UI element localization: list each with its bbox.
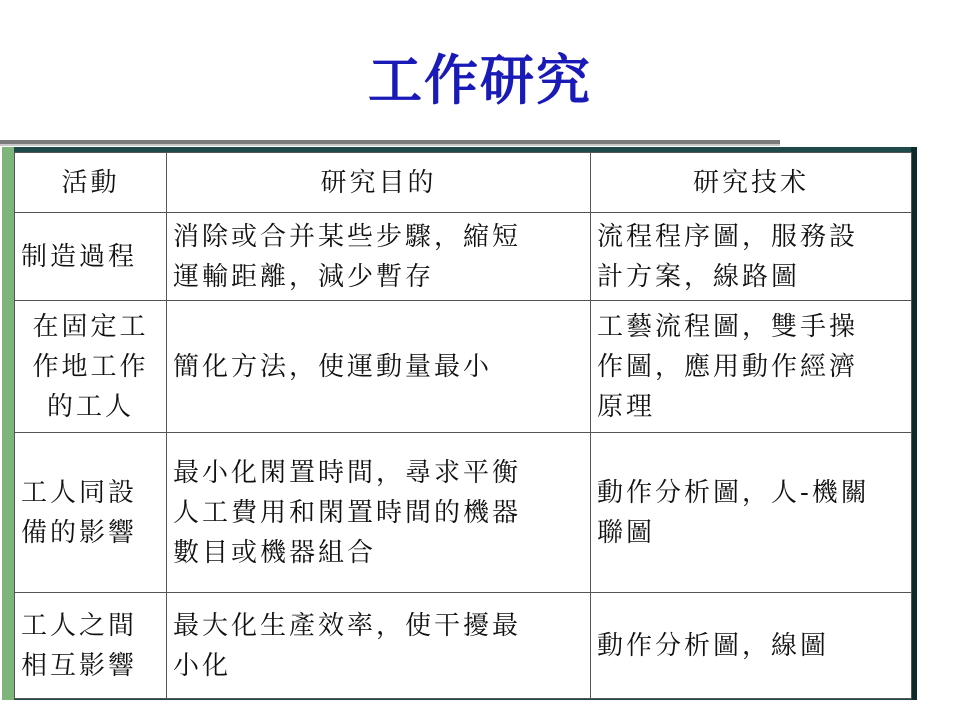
activity-cell <box>15 433 167 593</box>
activity-text: 制造過程 <box>21 241 138 272</box>
purpose-cell <box>167 433 591 593</box>
technique-text: 流程程序圖，服務設 計方案，線路圖 <box>597 221 859 292</box>
table-frame-accent <box>2 147 14 700</box>
technique-text: 工藝流程圖，雙手操 作圖，應用動作經濟 原理 <box>597 311 859 422</box>
purpose-text: 最小化閑置時間，尋求平衡 人工費用和閑置時間的機器 數目或機器組合 <box>173 457 522 568</box>
purpose-cell <box>167 301 591 433</box>
purpose-cell <box>167 593 591 699</box>
table-row <box>15 593 912 699</box>
header-technique: 研究技术 <box>591 153 912 213</box>
activity-text: 工人同設 備的影響 <box>21 477 138 548</box>
header-purpose: 研究目的 <box>167 153 591 213</box>
technique-cell <box>591 213 912 301</box>
activity-text: 工人之間 相互影響 <box>21 610 138 681</box>
technique-text: 動作分析圖，人-機關 聯圖 <box>597 477 870 548</box>
activity-cell <box>15 301 167 433</box>
work-study-table <box>14 152 912 699</box>
activity-text: 在固定工 作地工作 的工人 <box>32 311 149 422</box>
table-row <box>15 213 912 301</box>
purpose-cell <box>167 213 591 301</box>
technique-cell <box>591 433 912 593</box>
purpose-text: 消除或合并某些步驟，縮短 運輸距離，減少暫存 <box>173 221 522 292</box>
technique-cell <box>591 301 912 433</box>
technique-text: 動作分析圖，線圖 <box>597 630 830 661</box>
table-header-row <box>15 153 912 213</box>
page-title: 工作研究 <box>368 48 592 112</box>
purpose-text: 簡化方法，使運動量最小 <box>173 351 493 382</box>
activity-cell <box>15 213 167 301</box>
table-row <box>15 433 912 593</box>
header-activity: 活動 <box>15 153 167 213</box>
purpose-text: 最大化生產效率，使干擾最 小化 <box>173 610 522 681</box>
technique-cell <box>591 593 912 699</box>
activity-cell <box>15 593 167 699</box>
table-row <box>15 301 912 433</box>
divider-line-shadow <box>0 144 780 146</box>
